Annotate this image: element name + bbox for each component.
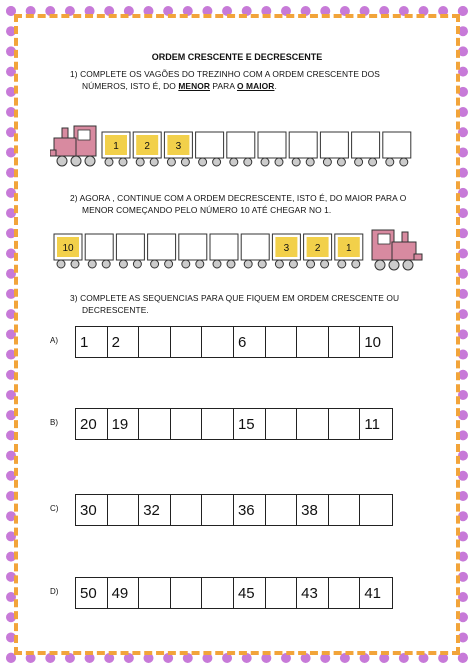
train1-wagon [196,132,224,166]
train2-wagon [210,234,238,268]
sequence-cell[interactable] [108,495,140,525]
train1-wagon [320,132,348,166]
sequence-cell: 38 [297,495,329,525]
train2-wagon-number: 2 [314,243,321,254]
q3-line2: DECRESCENTE. [82,305,149,315]
train2-wagon [241,234,269,268]
sequence-cell: 49 [108,578,140,608]
sequence-cell[interactable] [139,578,171,608]
sequence-grid [75,326,393,358]
sequence-cell: 11 [364,415,380,433]
q1-line2-mid: PARA [210,81,237,91]
train1-wagon [258,132,286,166]
locomotive-icon [50,126,96,166]
train2-wagon [179,234,207,268]
sequence-cell[interactable] [171,327,203,357]
sequence-cell[interactable] [297,409,329,439]
row-label: B) [50,418,58,427]
train1-wagon [133,132,161,166]
q1-instruction [70,68,380,92]
sequence-cell: 20 [76,409,108,439]
sequence-cell[interactable] [171,578,203,608]
sequence-cell[interactable] [171,409,203,439]
sequence-cell: 15 [234,409,266,439]
train2-wagon-number: 3 [283,243,290,254]
train-ascending [50,118,430,170]
sequence-cell: 45 [234,578,266,608]
sequence-grid [75,408,393,440]
sequence-cell[interactable] [139,327,171,357]
train1-wagon-number: 2 [144,141,150,152]
sequence-cell: 1 [76,327,108,357]
q1-bold-menor: MENOR [178,81,210,91]
q1-line1: 1) COMPLETE OS VAGÕES DO TREZINHO COM A ORDEM CRESCENTE DOS [70,69,380,79]
q1-line2-pre: NÚMEROS, ISTO É, DO [82,81,179,91]
train-descending [50,220,430,272]
train1-wagon-number: 1 [113,141,119,152]
sequence-cell: 6 [234,327,266,357]
train2-wagon [85,234,113,268]
train2-wagon [116,234,144,268]
sequence-cell: 43 [297,578,329,608]
row-label: D) [50,587,59,596]
train1-wagon [164,132,192,166]
q1-line2 [70,80,380,92]
row-label: A) [50,336,58,345]
train1-wagon [352,132,380,166]
sequence-cell[interactable] [266,409,298,439]
sequence-cell[interactable] [266,495,298,525]
sequence-cell[interactable] [329,327,361,357]
train1-wagon [289,132,317,166]
q1-line2-post: . [274,81,277,91]
train2-wagon-number: 1 [346,243,352,254]
train2-wagon [54,234,82,268]
train2-wagon [272,234,300,268]
sequence-cell[interactable] [202,409,234,439]
q1-bold-maior: O MAIOR [236,81,275,91]
train2-wagon [304,234,332,268]
train2-wagon-number: 10 [62,243,74,254]
worksheet-title: ORDEM CRESCENTE E DECRESCENTE [151,52,323,62]
sequence-cell[interactable] [329,495,361,525]
sequence-cell: 36 [234,495,266,525]
sequence-cell[interactable] [360,495,392,525]
sequence-grid [75,494,393,526]
sequence-cell[interactable] [171,495,203,525]
row-label: C) [50,504,59,513]
train1-wagon [227,132,255,166]
sequence-cell[interactable] [202,495,234,525]
sequence-cell[interactable] [266,578,298,608]
sequence-cell[interactable] [202,327,234,357]
sequence-grid [75,577,393,609]
sequence-cell[interactable] [266,327,298,357]
locomotive-icon [372,230,422,270]
train2-wagon [335,234,363,268]
sequence-cell: 32 [139,495,171,525]
sequence-cell[interactable] [139,409,171,439]
q3-instruction [70,292,399,316]
sequence-cell[interactable] [202,578,234,608]
train1-wagon-number: 3 [175,141,182,152]
worksheet [30,30,444,639]
sequence-cell[interactable] [297,327,329,357]
sequence-cell: 41 [364,584,382,602]
q3-line1: 3) COMPLETE AS SEQUENCIAS PARA QUE FIQUEM EM ORDEM CRESCENTE OU [70,293,400,303]
train1-wagon [383,132,411,166]
sequence-cell: 50 [76,578,108,608]
q2-line1: 2) AGORA , CONTINUE COM A ORDEM DECRESCENTE, ISTO É, DO MAIOR PARA O [70,193,407,203]
sequence-cell[interactable] [329,409,361,439]
sequence-cell: 10 [364,333,382,351]
train1-wagon [102,132,130,166]
q2-instruction [70,192,406,216]
sequence-cell: 19 [108,409,140,439]
q2-line2: MENOR COMEÇANDO PELO NÚMERO 10 ATÉ CHEGAR NO 1. [82,205,332,215]
sequence-cell[interactable] [329,578,361,608]
sequence-cell: 2 [108,327,140,357]
sequence-cell: 30 [76,495,108,525]
train2-wagon [148,234,176,268]
